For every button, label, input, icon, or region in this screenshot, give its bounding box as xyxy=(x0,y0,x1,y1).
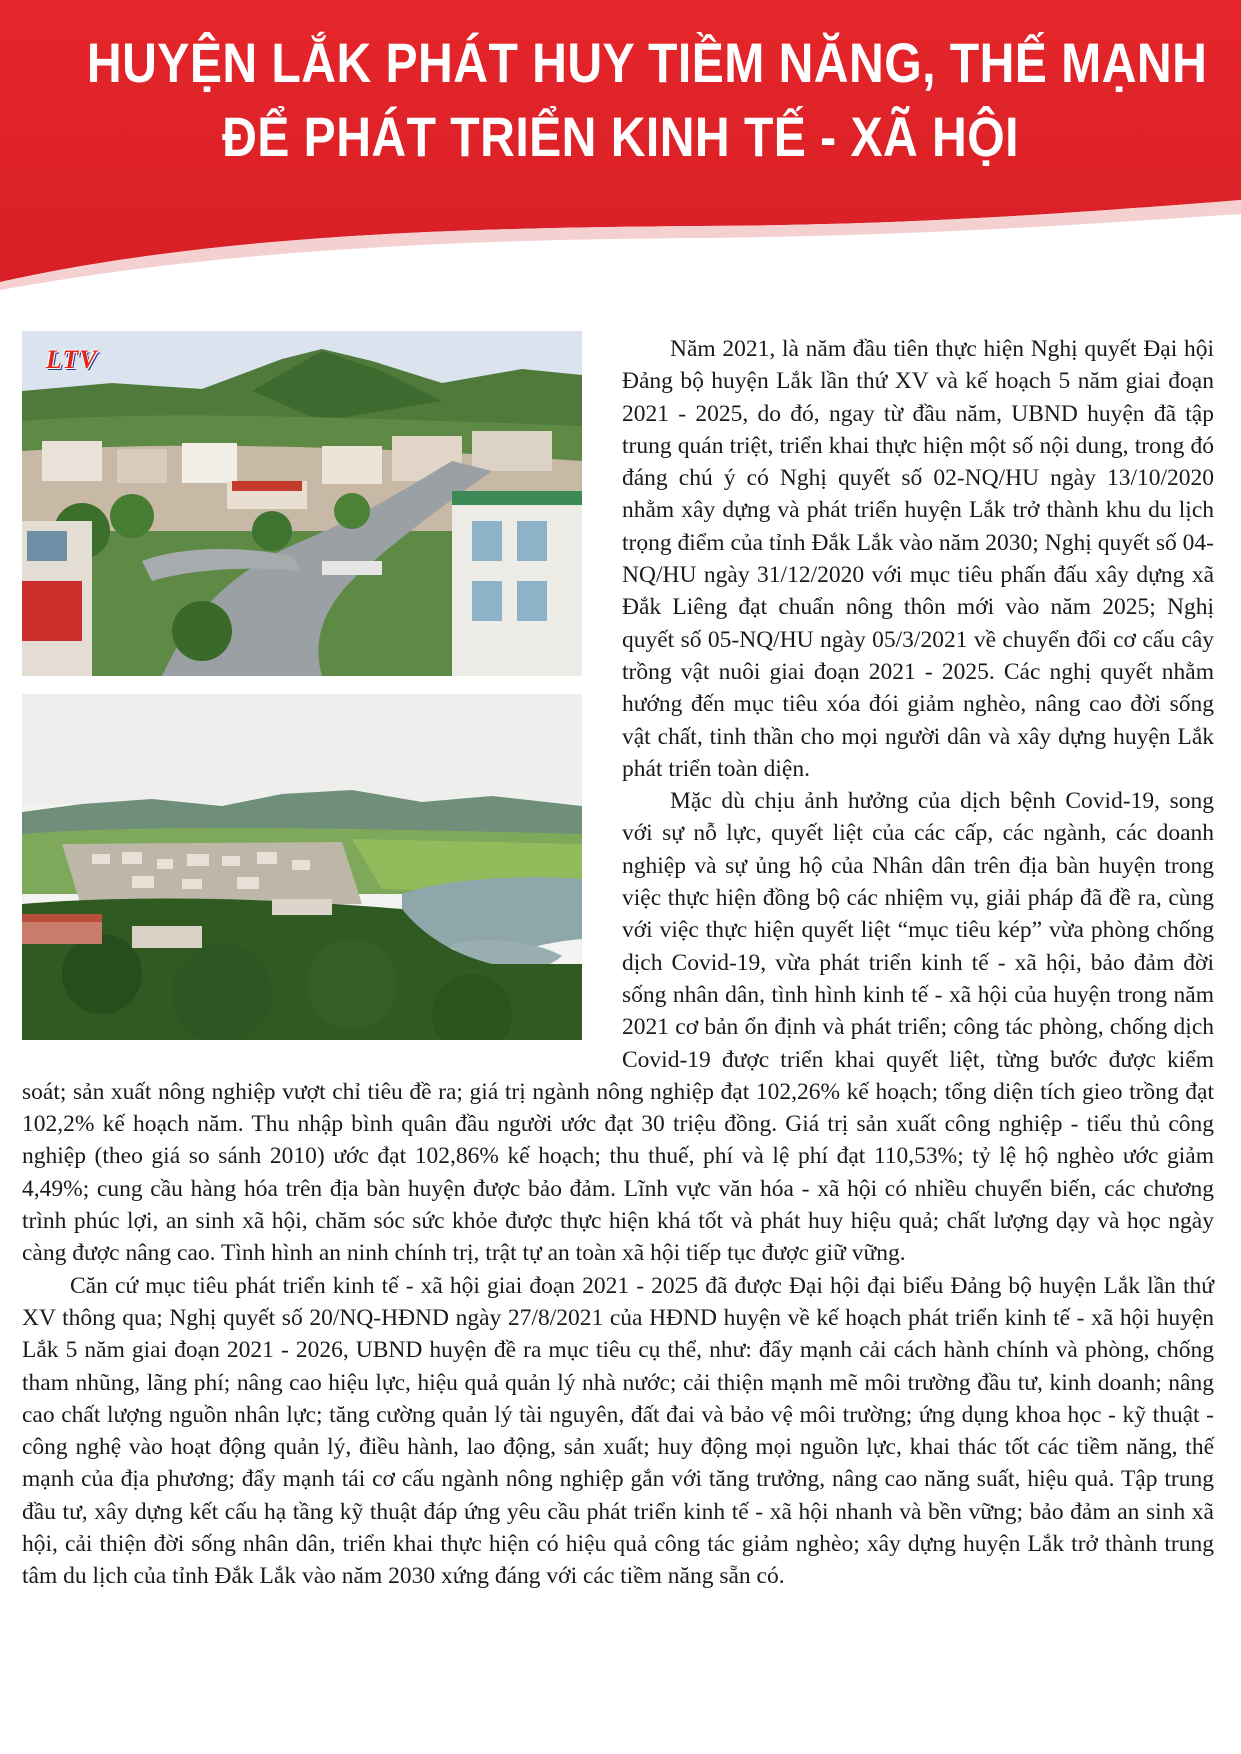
article-body xyxy=(22,333,1214,1593)
title-line-1: HUYỆN LẮK PHÁT HUY TIỀM NĂNG, THẾ MẠNH xyxy=(86,31,1208,94)
article-paragraph-3: Căn cứ mục tiêu phát triển kinh tế - xã hội giai đoạn 2021 - 2025 đã được Đại hội đại biểu Đảng bộ huyện Lắk lần thứ XV thông qua; Nghị quyết số 20/NQ-HĐND ngày 27/8/2021 của HĐND huyện về kế hoạch phát triển kinh tế - xã hội huyện Lắk 5 năm giai đoạn 2021 - 2026, UBND huyện đề ra mục tiêu cụ thể, như: đẩy mạnh cải cách hành chính và phòng, chống tham nhũng, lãng phí; nâng cao hiệu lực, hiệu quả quản lý nhà nước; cải thiện mạnh mẽ môi trường đầu tư, kinh doanh; nâng cao chất lượng nguồn nhân lực; tăng cường quản lý tài nguyên, đất đai và bảo vệ môi trường; ứng dụng khoa học - kỹ thuật - công nghệ vào hoạt động quản lý, điều hành, lao động, sản xuất; huy động mọi nguồn lực, khai thác tốt các tiềm năng, thế mạnh của địa phương; đẩy mạnh tái cơ cấu ngành nông nghiệp gắn với tăng trưởng, nâng cao năng suất, hiệu quả. Tập trung đầu tư, xây dựng kết cấu hạ tầng kỹ thuật đáp ứng yêu cầu phát triển kinh tế - xã hội nhanh và bền vững; bảo đảm an sinh xã hội, cải thiện đời sống nhân dân, triển khai thực hiện có hiệu quả công tác giảm nghèo; xây dựng huyện Lắk trở thành trung tâm du lịch của tỉnh Đắk Lắk vào năm 2030 xứng đáng với các tiềm năng sẵn có. xyxy=(22,1272,1214,1590)
photo-column-spacer xyxy=(22,333,602,1045)
page-title xyxy=(86,26,1208,174)
article-paragraph-2: Mặc dù chịu ảnh hưởng của dịch bệnh Covid-19, song với sự nỗ lực, quyết liệt của các cấp, các ngành, các doanh nghiệp và sự ủng hộ của Nhân dân trên địa bàn huyện trong việc thực hiện đồng bộ các nhiệm vụ, giải pháp đã đề ra, cùng với việc thực hiện quyết liệt “mục tiêu kép” vừa phòng chống dịch Covid-19, vừa phát triển kinh tế - xã hội, bảo đảm đời sống nhân dân, tình hình kinh tế - xã hội của huyện trong năm 2021 cơ bản ổn định và phát triển; công tác phòng, chống dịch Covid-19 được triển khai quyết liệt, từng bước được kiểm soát; sản xuất nông nghiệp vượt chỉ tiêu đề ra; giá trị ngành nông nghiệp đạt 102,26% kế hoạch; tổng diện tích gieo trồng đạt 102,2% kế hoạch năm. Thu nhập bình quân đầu người ước đạt 30 triệu đồng. Giá trị sản xuất công nghiệp - tiểu thủ công nghiệp (theo giá so sánh 2010) ước đạt 102,86% kế hoạch; thu thuế, phí và lệ phí đạt 110,53%; tỷ lệ hộ nghèo ước giảm 4,49%; cung cầu hàng hóa trên địa bàn huyện được bảo đảm. Lĩnh vực văn hóa - xã hội có nhiều chuyển biến, các chương trình phúc lợi, an sinh xã hội, chăm sóc sức khỏe được thực hiện khá tốt và phát huy hiệu quả; chất lượng dạy và học ngày càng được nâng cao. Tình hình an ninh chính trị, trật tự an toàn xã hội tiếp tục được giữ vững. xyxy=(22,788,1214,1267)
title-line-2: ĐỂ PHÁT TRIỂN KINH TẾ - XÃ HỘI xyxy=(222,105,1019,168)
article-paragraph-1: Năm 2021, là năm đầu tiên thực hiện Nghị quyết Đại hội Đảng bộ huyện Lắk lần thứ XV và kế hoạch 5 năm giai đoạn 2021 - 2025, do đó, ngay từ đầu năm, UBND huyện đã tập trung quán triệt, triển khai thực hiện một số nội dung, trong đó đáng chú ý có Nghị quyết số 02-NQ/HU ngày 13/10/2020 nhằm xây dựng và phát triển huyện Lắk trở thành khu du lịch trọng điểm của tỉnh Đắk Lắk vào năm 2030; Nghị quyết số 04-NQ/HU ngày 31/12/2020 với mục tiêu phấn đấu xây dựng xã Đắk Liêng đạt chuẩn nông thôn mới vào năm 2025; Nghị quyết số 05-NQ/HU ngày 05/3/2021 về chuyển đổi cơ cấu cây trồng vật nuôi giai đoạn 2021 - 2025. Các nghị quyết nhằm hướng đến mục tiêu xóa đói giảm nghèo, nâng cao đời sống vật chất, tinh thần cho mọi người dân và xây dựng huyện Lắk phát triển toàn diện. xyxy=(622,336,1214,782)
ltv-logo: LTV xyxy=(46,345,98,374)
header-banner xyxy=(0,0,1241,290)
